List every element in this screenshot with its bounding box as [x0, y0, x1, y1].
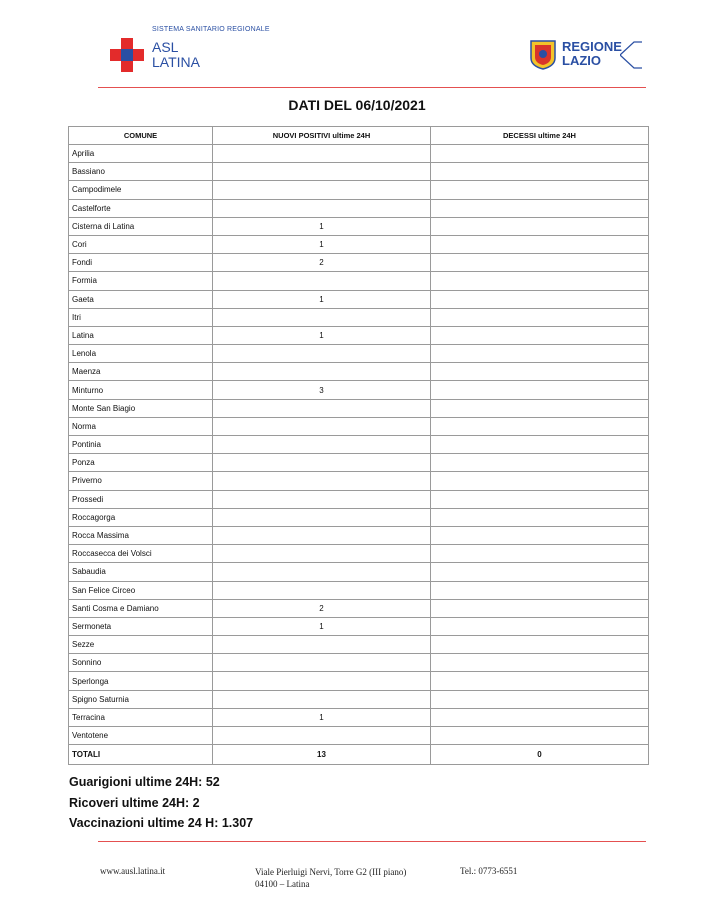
cell-comune: San Felice Circeo: [69, 581, 213, 599]
asl-name-line1: ASL: [152, 39, 179, 55]
data-table: [68, 126, 649, 765]
table-row: [69, 727, 649, 745]
asl-name: [152, 40, 200, 70]
asl-tagline: SISTEMA SANITARIO REGIONALE: [152, 26, 270, 33]
cell-decessi: [431, 326, 649, 344]
column-header-comune: COMUNE: [69, 127, 213, 145]
table-row: [69, 217, 649, 235]
cell-nuovi-positivi: 1: [213, 326, 431, 344]
cell-decessi: [431, 454, 649, 472]
table-row: [69, 599, 649, 617]
cell-nuovi-positivi: [213, 508, 431, 526]
cell-nuovi-positivi: [213, 690, 431, 708]
cell-nuovi-positivi: [213, 199, 431, 217]
cell-decessi: [431, 217, 649, 235]
footer-address-line1: Viale Pierluigi Nervi, Torre G2 (III piano): [255, 867, 407, 877]
table-row: [69, 581, 649, 599]
table-row: [69, 145, 649, 163]
table-row: [69, 654, 649, 672]
cell-comune: Minturno: [69, 381, 213, 399]
cell-comune: Castelforte: [69, 199, 213, 217]
cell-nuovi-positivi: [213, 672, 431, 690]
cell-comune: Itri: [69, 308, 213, 326]
cell-comune: Sezze: [69, 636, 213, 654]
cell-decessi: [431, 399, 649, 417]
table-row: [69, 708, 649, 726]
totals-nuovi-positivi: 13: [213, 745, 431, 765]
table-row: [69, 617, 649, 635]
table-row: [69, 417, 649, 435]
page-header: [0, 0, 714, 90]
cell-nuovi-positivi: 1: [213, 290, 431, 308]
page-title: DATI DEL 06/10/2021: [288, 97, 426, 113]
regione-lazio-emblem-icon: [528, 38, 558, 70]
cell-nuovi-positivi: 1: [213, 235, 431, 253]
cell-comune: Terracina: [69, 708, 213, 726]
cell-decessi: [431, 417, 649, 435]
cell-decessi: [431, 672, 649, 690]
column-header-nuovi-positivi: NUOVI POSITIVI ultime 24H: [213, 127, 431, 145]
cell-nuovi-positivi: 3: [213, 381, 431, 399]
cell-decessi: [431, 436, 649, 454]
table-header-row: [69, 127, 649, 145]
cell-comune: Cori: [69, 235, 213, 253]
table-row: [69, 472, 649, 490]
cell-nuovi-positivi: [213, 545, 431, 563]
cell-nuovi-positivi: 2: [213, 254, 431, 272]
cell-comune: Prossedi: [69, 490, 213, 508]
table-row: [69, 545, 649, 563]
cell-decessi: [431, 654, 649, 672]
cell-decessi: [431, 345, 649, 363]
table-row: [69, 345, 649, 363]
table-row: [69, 235, 649, 253]
table-row: [69, 672, 649, 690]
cell-comune: Ponza: [69, 454, 213, 472]
cell-nuovi-positivi: [213, 490, 431, 508]
cell-comune: Gaeta: [69, 290, 213, 308]
cell-decessi: [431, 145, 649, 163]
table-row: [69, 454, 649, 472]
table-row: [69, 254, 649, 272]
cell-nuovi-positivi: [213, 272, 431, 290]
cell-nuovi-positivi: [213, 363, 431, 381]
cell-decessi: [431, 636, 649, 654]
cell-nuovi-positivi: 1: [213, 708, 431, 726]
cell-decessi: [431, 290, 649, 308]
cell-comune: Bassiano: [69, 163, 213, 181]
regione-line1: REGIONE: [562, 39, 622, 54]
asl-latina-logo: [110, 26, 270, 76]
cell-comune: Norma: [69, 417, 213, 435]
cell-nuovi-positivi: [213, 163, 431, 181]
cell-comune: Rocca Massima: [69, 526, 213, 544]
cell-nuovi-positivi: [213, 417, 431, 435]
cell-comune: Monte San Biagio: [69, 399, 213, 417]
table-row: [69, 290, 649, 308]
totals-label: TOTALI: [69, 745, 213, 765]
cell-comune: Sonnino: [69, 654, 213, 672]
cell-decessi: [431, 727, 649, 745]
cell-comune: Sperlonga: [69, 672, 213, 690]
cell-decessi: [431, 181, 649, 199]
table-row: [69, 399, 649, 417]
cell-nuovi-positivi: [213, 145, 431, 163]
cell-decessi: [431, 308, 649, 326]
cell-comune: Aprilia: [69, 145, 213, 163]
cell-comune: Priverno: [69, 472, 213, 490]
cell-nuovi-positivi: 1: [213, 617, 431, 635]
cell-decessi: [431, 545, 649, 563]
cell-comune: Ventotene: [69, 727, 213, 745]
cell-nuovi-positivi: [213, 472, 431, 490]
asl-name-line2: LATINA: [152, 54, 200, 70]
regione-line2: LAZIO: [562, 53, 601, 68]
cell-nuovi-positivi: [213, 727, 431, 745]
cell-decessi: [431, 199, 649, 217]
table-row: [69, 508, 649, 526]
cell-nuovi-positivi: [213, 308, 431, 326]
table-row: [69, 326, 649, 344]
cell-comune: Sermoneta: [69, 617, 213, 635]
cell-comune: Latina: [69, 326, 213, 344]
header-divider: [98, 87, 646, 88]
cell-nuovi-positivi: [213, 654, 431, 672]
table-row: [69, 636, 649, 654]
table-body: [69, 145, 649, 765]
table-row: [69, 363, 649, 381]
table-row: [69, 436, 649, 454]
totals-row: [69, 745, 649, 765]
regione-lazio-logo: [528, 38, 643, 72]
cell-comune: Spigno Saturnia: [69, 690, 213, 708]
cell-nuovi-positivi: [213, 399, 431, 417]
cell-comune: Roccagorga: [69, 508, 213, 526]
cell-decessi: [431, 599, 649, 617]
cell-decessi: [431, 235, 649, 253]
table-row: [69, 490, 649, 508]
cell-decessi: [431, 563, 649, 581]
cell-decessi: [431, 508, 649, 526]
cell-decessi: [431, 363, 649, 381]
cell-decessi: [431, 272, 649, 290]
cell-nuovi-positivi: 1: [213, 217, 431, 235]
cell-decessi: [431, 581, 649, 599]
guarigioni-stat: Guarigioni ultime 24H: 52: [69, 775, 220, 789]
table-row: [69, 690, 649, 708]
cell-comune: Lenola: [69, 345, 213, 363]
cell-decessi: [431, 472, 649, 490]
cell-comune: Santi Cosma e Damiano: [69, 599, 213, 617]
cell-nuovi-positivi: [213, 181, 431, 199]
cell-nuovi-positivi: [213, 454, 431, 472]
cell-comune: Campodimele: [69, 181, 213, 199]
table-row: [69, 308, 649, 326]
cell-nuovi-positivi: [213, 563, 431, 581]
cell-comune: Sabaudia: [69, 563, 213, 581]
ricoveri-stat: Ricoveri ultime 24H: 2: [69, 795, 200, 810]
cell-decessi: [431, 163, 649, 181]
table-row: [69, 272, 649, 290]
table-row: [69, 526, 649, 544]
table-row: [69, 181, 649, 199]
table-row: [69, 163, 649, 181]
table-row: [69, 563, 649, 581]
footer-divider: [98, 841, 646, 842]
table-row: [69, 199, 649, 217]
column-header-decessi: DECESSI ultime 24H: [431, 127, 649, 145]
cell-comune: Cisterna di Latina: [69, 217, 213, 235]
footer-website[interactable]: www.ausl.latina.it: [100, 866, 166, 876]
summary-stats: [69, 772, 253, 834]
cell-comune: Roccasecca dei Volsci: [69, 545, 213, 563]
table-row: [69, 381, 649, 399]
cell-comune: Maenza: [69, 363, 213, 381]
cell-comune: Formia: [69, 272, 213, 290]
footer-phone: Tel.: 0773-6551: [460, 866, 518, 876]
cell-decessi: [431, 381, 649, 399]
regione-lazio-chevron-icon: [620, 40, 642, 70]
regione-lazio-text: [562, 40, 622, 68]
cell-nuovi-positivi: 2: [213, 599, 431, 617]
cell-decessi: [431, 490, 649, 508]
cell-decessi: [431, 254, 649, 272]
cell-nuovi-positivi: [213, 526, 431, 544]
vaccinazioni-stat: Vaccinazioni ultime 24 H: 1.307: [69, 816, 254, 830]
cell-nuovi-positivi: [213, 436, 431, 454]
cell-comune: Fondi: [69, 254, 213, 272]
totals-decessi: 0: [431, 745, 649, 765]
cell-decessi: [431, 526, 649, 544]
footer-address: [255, 866, 406, 890]
cell-comune: Pontinia: [69, 436, 213, 454]
cell-decessi: [431, 708, 649, 726]
cell-decessi: [431, 690, 649, 708]
asl-cross-icon: [110, 38, 144, 72]
cell-nuovi-positivi: [213, 345, 431, 363]
footer-address-line2: 04100 – Latina: [255, 879, 310, 889]
cell-decessi: [431, 617, 649, 635]
cell-nuovi-positivi: [213, 636, 431, 654]
cell-nuovi-positivi: [213, 581, 431, 599]
